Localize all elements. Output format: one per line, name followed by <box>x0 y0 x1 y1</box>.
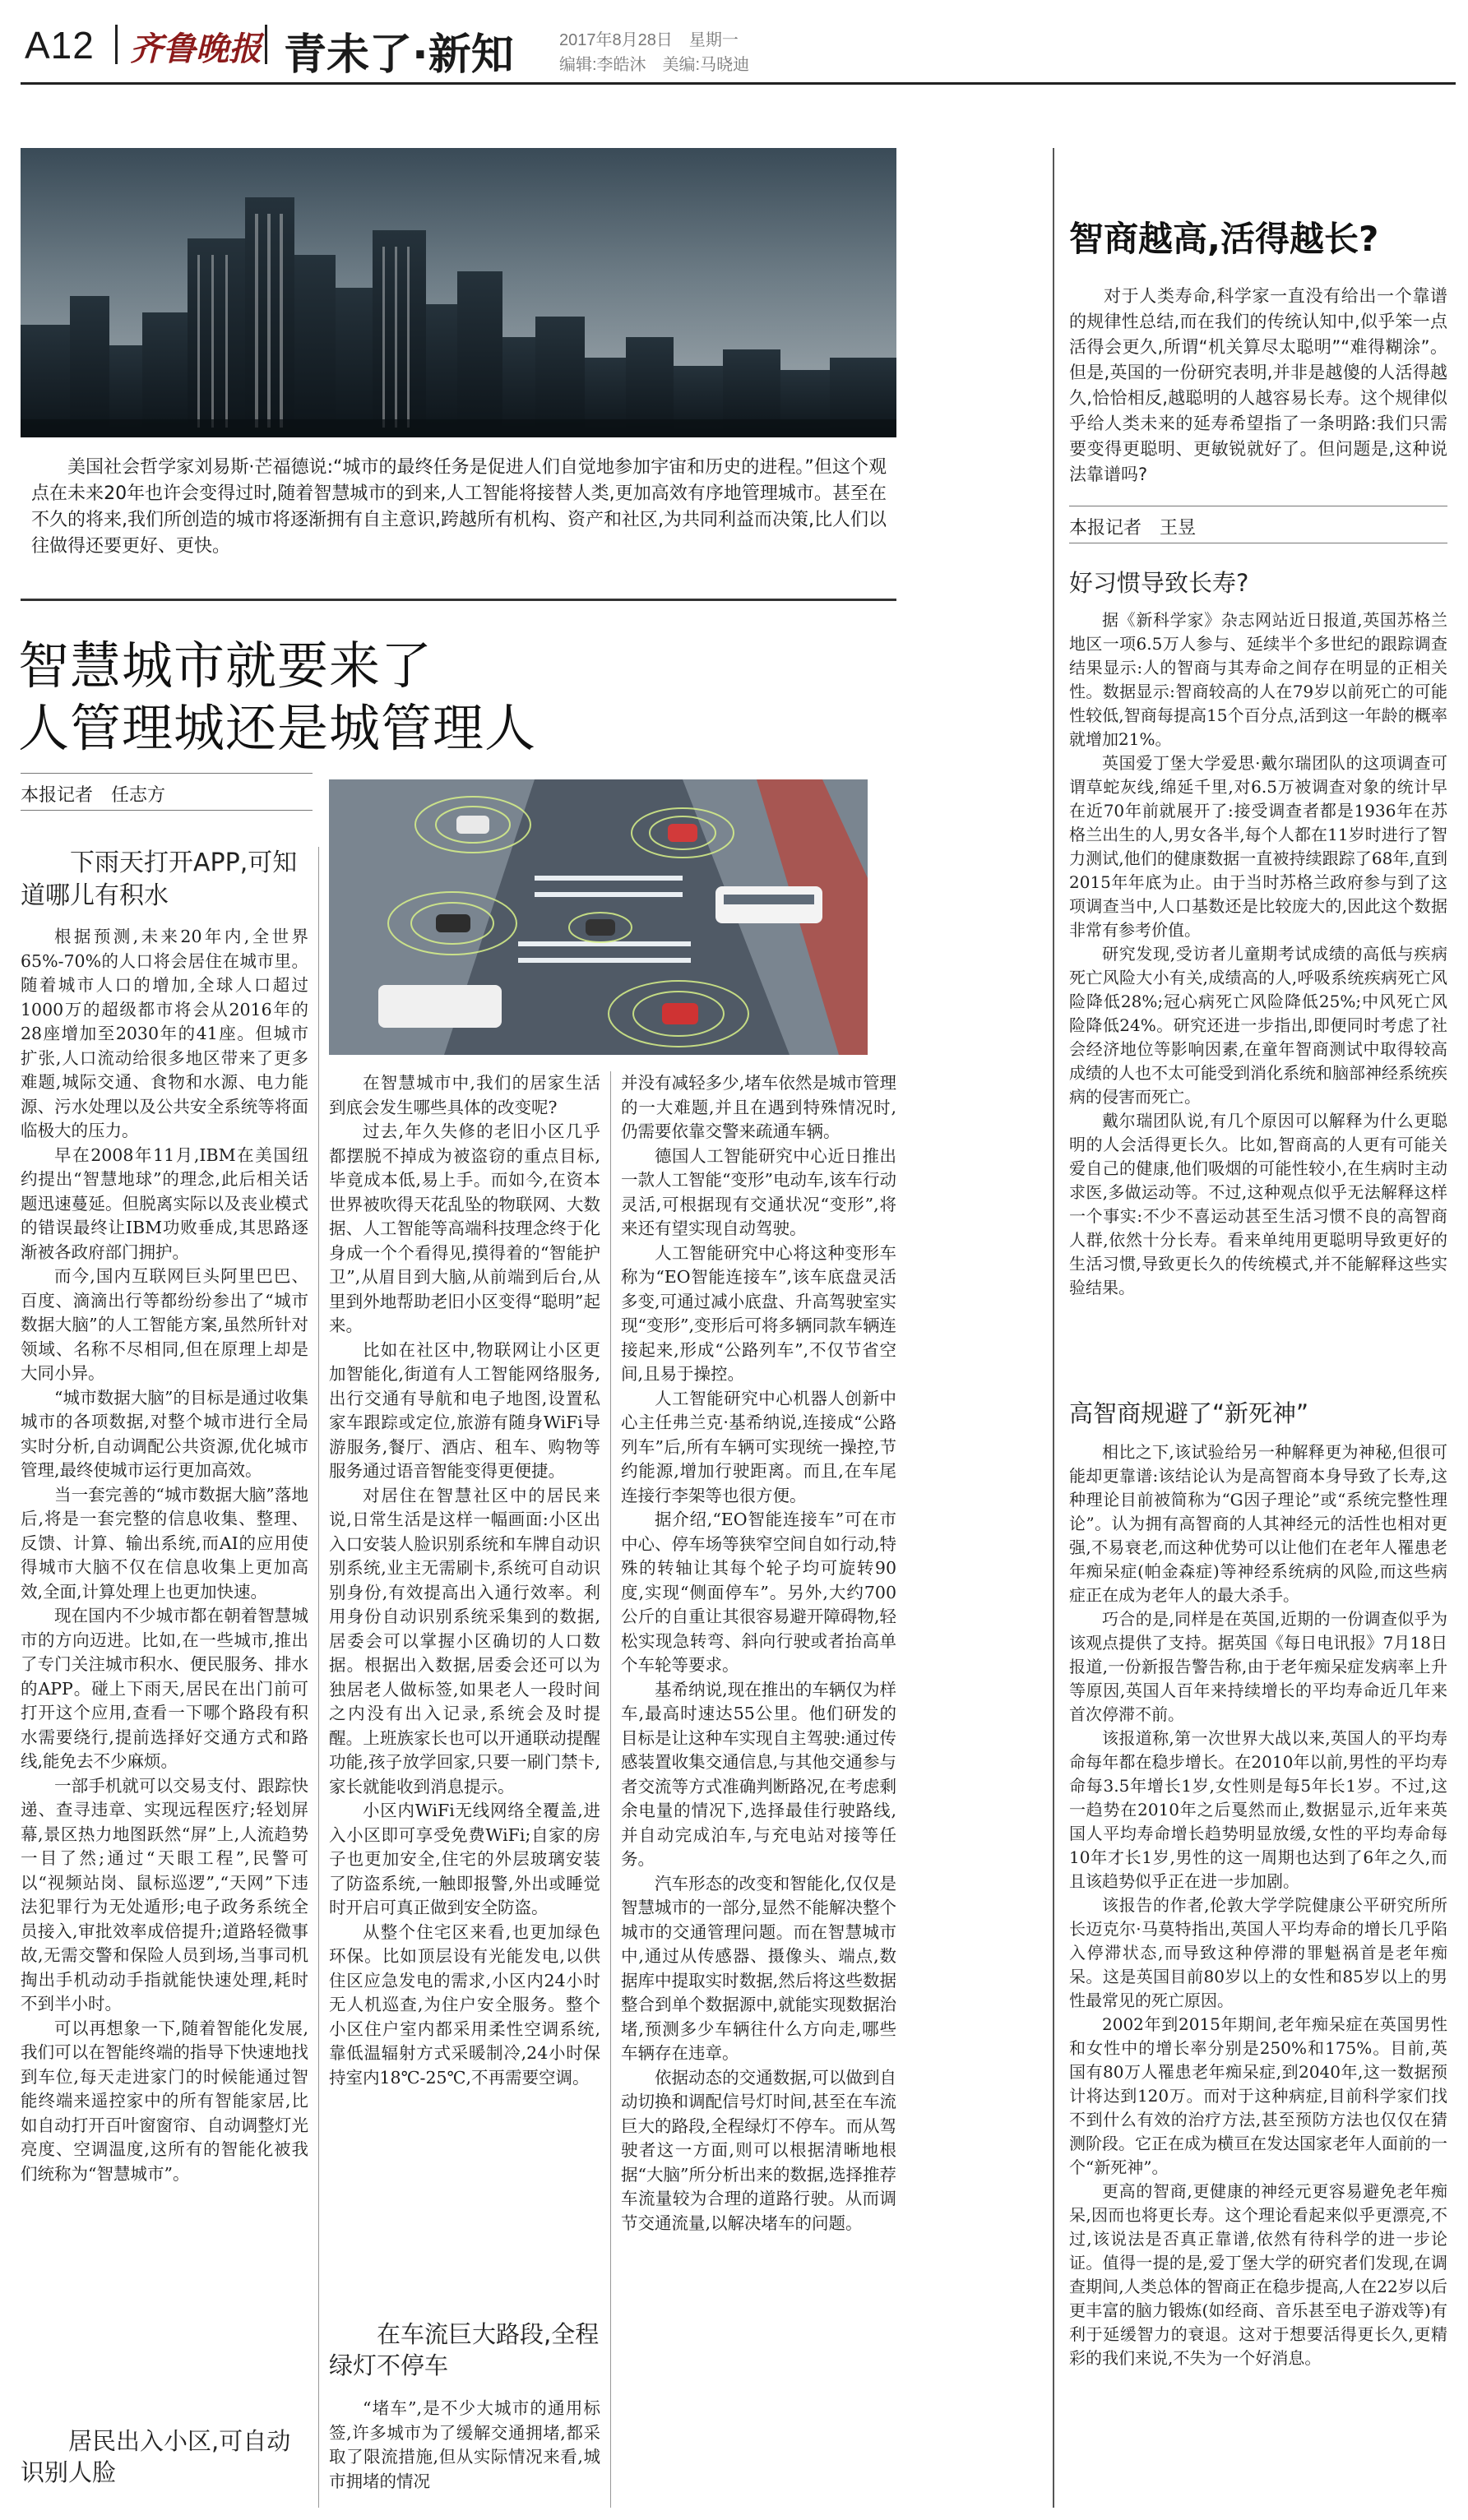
main-subhead-1 <box>21 847 308 913</box>
paragraph: 研究发现,受访者儿童期考试成绩的高低与疾病死亡风险大小有关,成绩高的人,呼吸系统疾病死亡风险降低28%;冠心病死亡风险降低25%;中风死亡风险降低24%。研究还进一步指出,即便同时考虑了社会经济地位等影响因素,在童年智商测试中取得较高成绩的人也不太可能受到消化系统和脑部神经系统疾病的侵害而死亡。 <box>1069 944 1447 1107</box>
paragraph: 一部手机就可以交易支付、跟踪快递、查寻违章、实现远程医疗;轻划屏幕,景区热力地图跃然“屏”上,人流趋势一目了然;通过“天眼工程”,民警可以“视频站岗、鼠标巡逻”,“天网”下违法犯罪行为无处遁形;电子政务系统全员接入,审批效率成倍提升;道路轻微事故,无需交警和保险人员到场,当事司机掏出手机动动手指就能快速处理,耗时不到半小时。 <box>21 1775 308 2014</box>
main-headline-line1: 智慧城市就要来了 <box>18 636 433 696</box>
masthead-divider <box>115 25 118 64</box>
paragraph: 对居住在智慧社区中的居民来说,日常生活是这样一幅画面:小区出入口安装人脸识别系统和车牌自动识别系统,业主无需刷卡,系统可自动识别身份,有效提高出入通行效率。利用身份自动识别系统采集到的数据,居委会可以掌握小区确切的人口数据。根据出入数据,居委会还可以为独居老人做标签,如果老人一段时间之内没有出入记录,系统会及时提醒。上班族家长也可以开通联动提醒功能,孩子放学回家,只要一刷门禁卡,家长就能收到消息提示。 <box>329 1485 600 1796</box>
subhead-2-text: 居民出入小区,可自动识别人脸 <box>21 2427 291 2486</box>
paragraph: 过去,年久失修的老旧小区几乎都摆脱不掉成为被盗窃的重点目标,毕竟成本低,易上手。而如今,在资本世界被吹得天花乱坠的物联网、大数据、人工智能等高端科技理念终于化身成一个个看得见,摸得着的“智能护卫”,从眉目到大脑,从前端到后台,从里到外地帮助老旧小区变得“聪明”起来。 <box>329 1121 600 1335</box>
paragraph: 该报告的作者,伦敦大学学院健康公平研究所所长迈克尔·马莫特指出,英国人平均寿命的增长几乎陷入停滞状态,而导致这种停滞的罪魁祸首是老年痴呆。这是英国目前80岁以上的女性和85岁以上的男性最常见的死亡原因。 <box>1069 1895 1447 2010</box>
main-subhead-3 <box>329 2319 600 2381</box>
paragraph: 小区内WiFi无线网络全覆盖,进入小区即可享受免费WiFi;自家的房子也更加安全,住宅的外层玻璃安装了防盗系统,一触即报警,外出或睡觉时开启可真正做到安全防盗。 <box>329 1801 600 1917</box>
column-divider <box>318 847 319 2508</box>
issue-date: 2017年8月28日 星期一 <box>559 31 739 49</box>
paragraph: 从整个住宅区来看,也更加绿色环保。比如顶层设有光能发电,以供住区应急发电的需求,小区内24小时无人机巡查,为住户安全服务。整个小区住户室内都采用柔性空调系统,靠低温辐射方式采暖制冷,24小时保持室内18℃-25℃,不再需要空调。 <box>329 1921 600 2088</box>
paragraph: 当一套完善的“城市数据大脑”落地后,将是一套完整的信息收集、整理、反馈、计算、输出系统,而AI的应用使得城市大脑不仅在信息收集上更加高效,全面,计算处理上也更加快速。 <box>21 1484 308 1602</box>
main-column-2 <box>329 1071 600 2090</box>
main-subhead-2 <box>21 2425 308 2488</box>
page-number: A12 <box>25 24 95 67</box>
paragraph: 根据预测,未来20年内,全世界65%-70%的人口将会居住在城市里。随着城市人口的增加,全球人口超过1000万的超级都市将会从2016年的28座增加至2030年的41座。但城市扩张,人口流动给很多地区带来了更多难题,城际交通、食物和水源、电力能源、污水处理以及公共安全系统等将面临极大的压力。 <box>21 927 308 1140</box>
article-divider <box>1053 148 1054 2508</box>
right-body-2 <box>1069 1440 1447 2370</box>
paragraph: 可以再想象一下,随着智能化发展,我们可以在智能终端的指导下快速地找到车位,每天走进家门的时候能通过智能终端来遥控家中的所有智能家居,比如自动打开百叶窗窗帘、自动调整灯光亮度、空调温度,这所有的智能化被我们统称为“智慧城市”。 <box>21 2018 308 2184</box>
traffic-illustration <box>329 779 868 1055</box>
right-lead-paragraph: 对于人类寿命,科学家一直没有给出一个靠谱的规律性总结,而在我们的传统认知中,似乎笨一点活得会更久,所谓“机关算尽太聪明”“难得糊涂”。但是,英国的一份研究表明,并非是越傻的人活得越久,恰恰相反,越聪明的人越容易长寿。这个规律似乎给人类未来的延寿希望指了一条明路:我们只需要变得更聪明、更敏锐就好了。但问题是,这种说法靠谱吗? <box>1069 286 1447 484</box>
right-headline: 智商越高,活得越长? <box>1069 219 1379 259</box>
paragraph: 据介绍,“EO智能连接车”可在市中心、停车场等狭窄空间自如行动,特殊的转轴让其每个轮子均可旋转90度,实现“侧面停车”。另外,大约700公斤的自重让其很容易避开障碍物,轻松实现急转弯、斜向行驶或者抬高单个车轮等要求。 <box>621 1510 896 1675</box>
paragraph: 汽车形态的改变和智能化,仅仅是智慧城市的一部分,显然不能解决整个城市的交通管理问题。而在智慧城市中,通过从传感器、摄像头、端点,数据库中提取实时数据,然后将这些数据整合到单个数据源中,就能实现数据治堵,预测多少车辆往什么方向走,哪些车辆存在违章。 <box>621 1873 896 2063</box>
headline-rule <box>21 773 313 774</box>
paragraph: 并没有减轻多少,堵车依然是城市管理的一大难题,并且在遇到特殊情况时,仍需要依靠交警来疏通车辆。 <box>621 1073 896 1141</box>
smart-traffic-intersection-image <box>329 779 868 1055</box>
hero-caption: 美国社会哲学家刘易斯·芒福德说:“城市的最终任务是促进人们自觉地参加宇宙和历史的进程。”但这个观点在未来20年也许会变得过时,随着智慧城市的到来,人工智能将接替人类,更加高效有序地管理城市。甚至在不久的将来,我们所创造的城市将逐渐拥有自主意识,跨越所有机构、资产和社区,为共同利益而决策,比人们以往做得还要更好、更快。 <box>31 457 887 557</box>
hero-city-skyline-image <box>21 148 896 437</box>
paragraph: 人工智能研究中心机器人创新中心主任弗兰克·基希纳说,连接成“公路列车”后,所有车辆可实现统一操控,节约能源,增加行驶距离。而且,在车尾连接行李架等也很方便。 <box>621 1388 896 1505</box>
paragraph: 该报道称,第一次世界大战以来,英国人的平均寿命每年都在稳步增长。在2010年以前,男性的平均寿命每3.5年增长1岁,女性则是每5年长1岁。不过,这一趋势在2010年之后戛然而止,数据显示,近年来英国人平均寿命增长趋势明显放缓,女性的平均寿命每10年才长1岁,男性的这一周期也达到了6年之久,而且该趋势似乎正在进一步加剧。 <box>1069 1728 1447 1891</box>
paragraph: “堵车”,是不少大城市的通用标签,许多城市为了缓解交通拥堵,都采取了限流措施,但从实际情况来看,城市拥堵的情况 <box>329 2398 600 2491</box>
subhead-1-text: 下雨天打开APP,可知道哪儿有积水 <box>21 848 298 910</box>
editors-credit: 编辑:李皓沐 美编:马晓迪 <box>559 56 750 74</box>
section-rule <box>21 599 896 601</box>
right-body-1 <box>1069 608 1447 1300</box>
paragraph: 依据动态的交通数据,可以做到自动切换和调配信号灯时间,甚至在车流巨大的路段,全程绿灯不停车。而从驾驶者这一方面,则可以根据清晰地根据“大脑”所分析出来的数据,选择推荐车流量较为合理的道路行驶。从而调节交通流量,以解决堵车的问题。 <box>621 2067 896 2233</box>
paragraph: “城市数据大脑”的目标是通过收集城市的各项数据,对整个城市进行全局实时分析,自动调配公共资源,优化城市管理,最终使城市运行更加高效。 <box>21 1387 308 1480</box>
byline-rule <box>21 810 313 811</box>
paragraph: 巧合的是,同样是在英国,近期的一份调查似乎为该观点提供了支持。据英国《每日电讯报》7月18日报道,一份新报告警告称,由于老年痴呆症发病率上升等原因,英国人百年来持续增长的平均寿命近几年来首次停滞不前。 <box>1069 1609 1447 1724</box>
column-divider <box>610 1071 611 2508</box>
paragraph: 戴尔瑞团队说,有几个原因可以解释为什么更聪明的人会活得更长久。比如,智商高的人更有可能关爱自己的健康,他们吸烟的可能性较小,在生病时主动求医,多做运动等。不过,这种观点似乎无法解释这样一个事实:不少不喜运动甚至生活习惯不良的高智商人群,依然十分长寿。看来单纯用更聪明导致更好的生活习惯,导致更长久的传统模式,并不能解释这些实验结果。 <box>1069 1111 1447 1297</box>
right-subhead-2: 高智商规避了“新死神” <box>1069 1399 1309 1427</box>
paragraph: 相比之下,该试验给另一种解释更为神秘,但很可能却更靠谱:该结论认为是高智商本身导致了长寿,这种理论目前被简称为“G因子理论”或“系统完整性理论”。认为拥有高智商的人其神经元的活性也相对更强,不易衰老,而这种优势可以让他们在老年人罹患老年痴呆症(帕金森症)等神经系统病的风险,而这些病症正在成为老年人的最大杀手。 <box>1069 1442 1447 1605</box>
paragraph: 人工智能研究中心将这种变形车称为“EO智能连接车”,该车底盘灵活多变,可通过减小底盘、升高驾驶室实现“变形”,变形后可将多辆同款车辆连接起来,形成“公路列车”,不仅节省空间,且易于操控。 <box>621 1242 896 1384</box>
right-subhead-1: 好习惯导致长寿? <box>1069 569 1249 597</box>
masthead <box>0 0 1468 80</box>
paragraph: 德国人工智能研究中心近日推出一款人工智能“变形”电动车,该车行动灵活,可根据现有交通状况“变形”,将来还有望实现自动驾驶。 <box>621 1145 896 1238</box>
paragraph: 而今,国内互联网巨头阿里巴巴、百度、滴滴出行等都纷纷参出了“城市数据大脑”的人工智能方案,虽然所针对领域、名称不尽相同,但在原理上却是大同小异。 <box>21 1266 308 1383</box>
paragraph: 英国爱丁堡大学爱思·戴尔瑞团队的这项调查可谓草蛇灰线,绵延千里,对6.5万被调查对象的统计早在近70年前就展开了:接受调查者都是1936年在苏格兰出生的人,男女各半,每个人都在11岁时进行了智力测试,他们的健康数据一直被持续跟踪了68年,直到2015年年底为止。由于当时苏格兰政府参与到了这项调查当中,人口基数还是比较庞大的,因此这个数据非常有参考价值。 <box>1069 753 1447 940</box>
top-rule <box>21 82 1456 85</box>
section-title: 青未了·新知 <box>284 30 514 80</box>
paragraph: 比如在社区中,物联网让小区更加智能化,街道有人工智能网络服务,出行交通有导航和电子地图,设置私家车跟踪或定位,旅游有随身WiFi导游服务,餐厅、酒店、租车、购物等服务通过语音智能变得更便捷。 <box>329 1339 600 1481</box>
paragraph: 更高的智商,更健康的神经元更容易避免老年痴呆,因而也将更长寿。这个理论看起来似乎更漂亮,不过,该说法是否真正靠谱,依然有待科学的进一步论证。值得一提的是,爱丁堡大学的研究者们发现,在调查期间,人类总体的智商正在稳步提高,人在22岁以后更丰富的脑力锻炼(如经商、音乐甚至电子游戏等)有利于延缓智力的衰退。这对于想要活得更长久,更精彩的我们来说,不失为一个好消息。 <box>1069 2181 1447 2368</box>
subhead-3-text: 在车流巨大路段,全程绿灯不停车 <box>329 2320 600 2379</box>
paragraph: 基希纳说,现在推出的车辆仅为样车,最高时速达55公里。他们研发的目标是让这种车实现自主驾驶:通过传感装置收集交通信息,与其他交通参与者交流等方式准确判断路况,在考虑剩余电量的情况下,选择最佳行驶路线,并自动完成泊车,与充电站对接等任务。 <box>621 1679 896 1869</box>
paper-name-logo: 齐鲁晚报 <box>130 30 262 68</box>
main-column-1 <box>21 925 308 2186</box>
paragraph: 早在2008年11月,IBM在美国纽约提出“智慧地球”的理念,此后相关话题迅速蔓延。但脱离实际以及丧业模式的错误最终让IBM功败垂成,其思路逐渐被各政府部门拥护。 <box>21 1144 308 1262</box>
main-headline-line2: 人管理城还是城管理人 <box>18 698 537 758</box>
main-byline: 本报记者 任志方 <box>21 785 166 806</box>
skyline-illustration <box>21 148 896 437</box>
masthead-divider <box>265 25 267 64</box>
paragraph: 2002年到2015年期间,老年痴呆症在英国男性和女性中的增长率分别是250%和175%。目前,英国有80万人罹患老年痴呆症,到2040年,这一数据预计将达到120万。而对于这种病症,目前科学家们找不到什么有效的治疗方法,甚至预防方法也仅仅在猜测阶段。它正在成为横亘在发达国家老年人面前的一个“新死神”。 <box>1069 2014 1447 2177</box>
paragraph: 在智慧城市中,我们的居家生活到底会发生哪些具体的改变呢? <box>329 1073 600 1117</box>
paragraph: 据《新科学家》杂志网站近日报道,英国苏格兰地区一项6.5万人参与、延续半个多世纪的跟踪调查结果显示:人的智商与其寿命之间存在明显的正相关性。数据显示:智商较高的人在79岁以前死亡的可能性较低,智商每提高15个百分点,活到这一年龄的概率就增加21%。 <box>1069 610 1447 749</box>
paragraph: 现在国内不少城市都在朝着智慧城市的方向迈进。比如,在一些城市,推出了专门关注城市积水、便民服务、排水的APP。碰上下雨天,居民在出门前可打开这个应用,查看一下哪个路段有积水需要绕行,提前选择好交通方式和路线,能免去不少麻烦。 <box>21 1606 308 1771</box>
main-column-2-tail <box>329 2397 600 2494</box>
main-column-3 <box>621 1071 896 2236</box>
right-byline: 本报记者 王昱 <box>1069 518 1197 539</box>
